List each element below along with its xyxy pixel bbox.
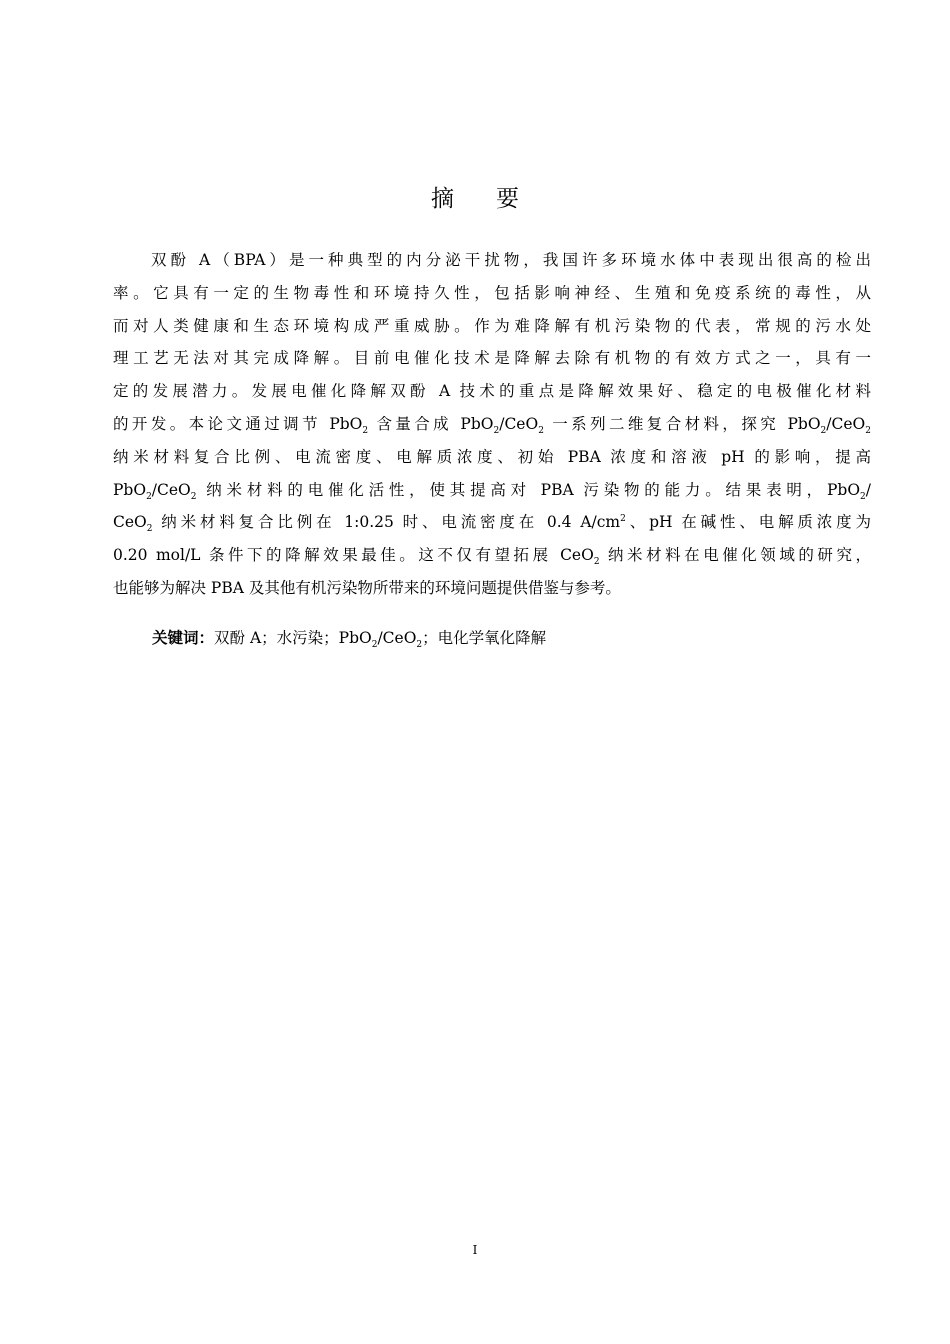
abstract-line-8: PbO$_2$/CeO$_2$ 纳米材料的电催化活性，使其提高对 PBA 污染物的能力。结果表明，PbO$_2$/ (113, 480, 871, 502)
abstract-line-9: CeO$_2$ 纳米材料复合比例在 1:0.25 时、电流密度在 0.4 $A/cm^2$、pH 在碱性、电解质浓度为 (113, 513, 871, 535)
abstract-body (113, 244, 871, 605)
abstract-line-5: 定的发展潜力。发展电催化降解双酚 A 技术的重点是降解效果好、稳定的电极催化材料 (113, 382, 871, 401)
abstract-line-2: 率。它具有一定的生物毒性和环境持久性，包括影响神经、生殖和免疫系统的毒性，从 (113, 283, 871, 302)
title-char-1: 摘 (431, 186, 454, 212)
abstract-line-1: 双酚 A（BPA）是一种典型的内分泌干扰物，我国许多环境水体中表现出很高的检出 (151, 251, 871, 269)
abstract-line-7: 纳米材料复合比例、电流密度、电解质浓度、初始 PBA 浓度和溶液 pH 的影响，提高 (113, 447, 871, 466)
keywords-label: 关键词： (152, 629, 215, 647)
abstract-line-4: 理工艺无法对其完成降解。目前电催化技术是降解去除有机物的有效方式之一，具有一 (113, 349, 871, 368)
keywords (152, 622, 546, 654)
abstract-line-6: 的开发。本论文通过调节 PbO$_2$ 含量合成 PbO$_2$/CeO$_2$ 一系列二维复合材料，探究 PbO$_2$/CeO$_2$ (113, 414, 871, 437)
title-char-2: 要 (496, 186, 519, 212)
keywords-text: 双酚 A；水污染；PbO$_2$/CeO$_2$；电化学氧化降解 (214, 629, 547, 651)
page-number: I (472, 1243, 478, 1257)
abstract-line-3: 而对人类健康和生态环境构成严重威胁。作为难降解有机污染物的代表，常规的污水处 (113, 316, 871, 335)
abstract-line-11: 也能够为解决 PBA 及其他有机污染物所带来的环境问题提供借鉴与参考。 (113, 578, 621, 597)
abstract-line-10: 0.20 mol/L 条件下的降解效果最佳。这不仅有望拓展 CeO$_2$ 纳米材料在电催化领域的研究， (113, 546, 871, 568)
abstract-title (0, 180, 950, 213)
